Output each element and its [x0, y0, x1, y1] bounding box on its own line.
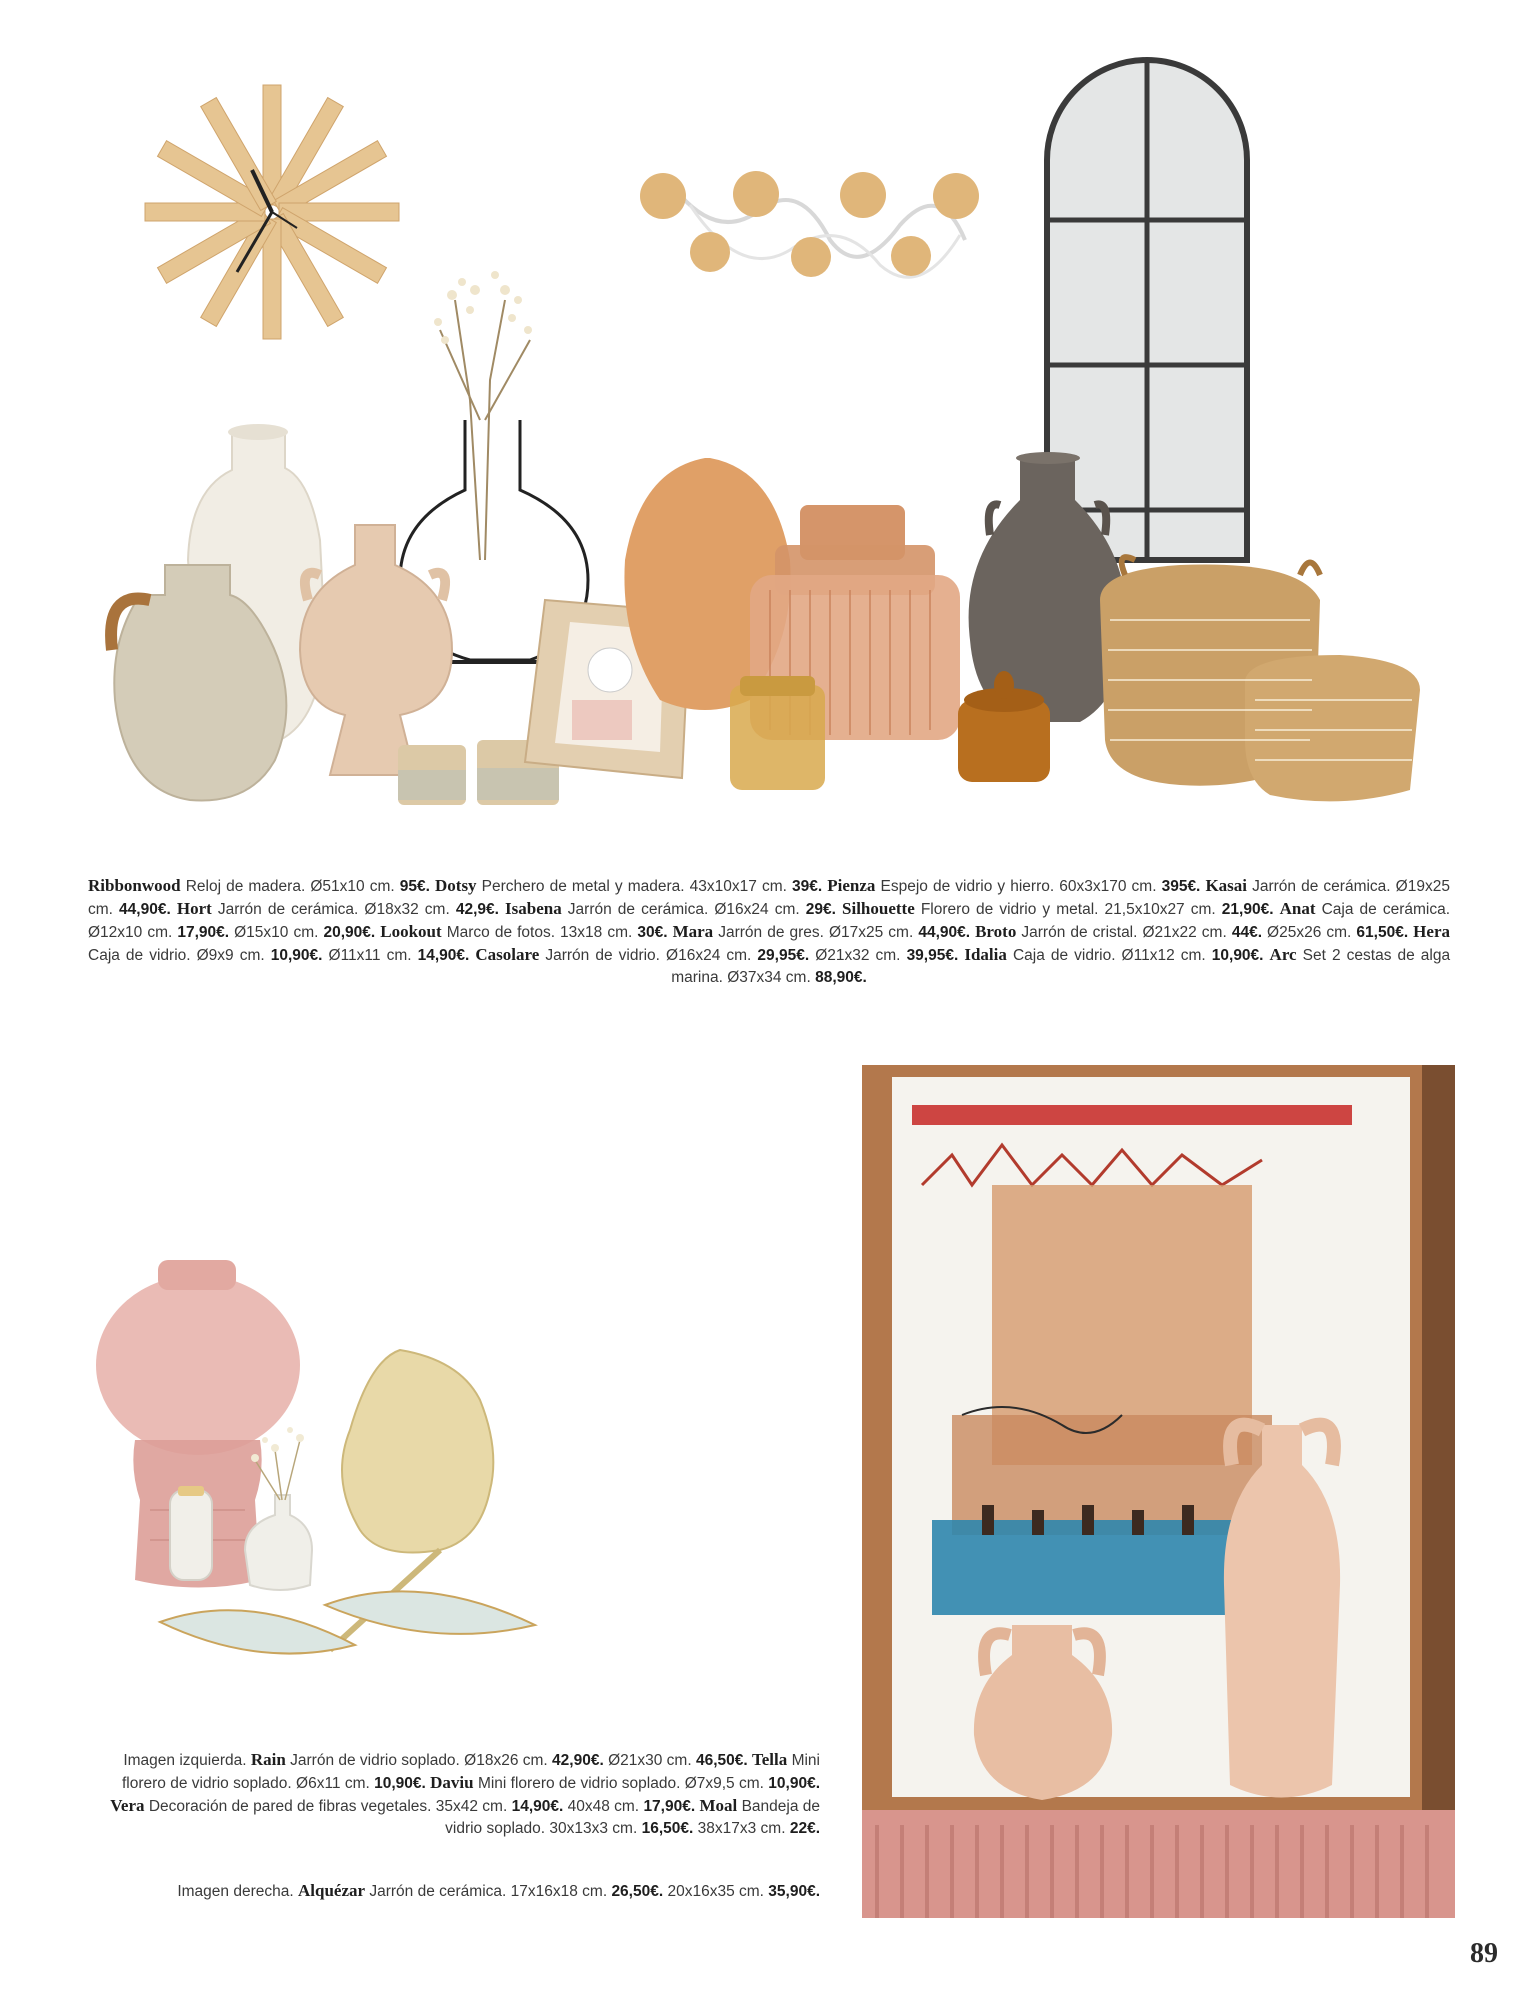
right-image-caption: Imagen derecha. Alquézar Jarrón de cerámica. 17x16x18 cm. 26,50€. 20x16x35 cm. 35,90€.: [177, 1881, 820, 1900]
pienza-mirror-image: [1047, 60, 1247, 560]
caption-item: Mara Jarrón de gres. Ø17x25 cm. 44,90€.: [672, 922, 971, 941]
caption-item: Lookout Marco de fotos. 13x18 cm. 30€.: [380, 922, 668, 941]
moal-trays-image: [160, 1591, 535, 1653]
caption-item: Idalia Caja de vidrio. Ø11x12 cm. 10,90€.: [964, 945, 1264, 964]
caption-item: Anat Caja de cerámica. Ø12x10 cm. 17,90€. Ø15x10 cm. 20,90€.: [88, 899, 1451, 941]
caption-item: Hera Caja de vidrio. Ø9x9 cm. 10,90€. Ø11x11 cm. 14,90€.: [88, 922, 1450, 964]
top-product-collage: [0, 0, 1538, 860]
left-image-caption: Imagen izquierda. Rain Jarrón de vidrio soplado. Ø18x26 cm. 42,90€. Ø21x30 cm. 46,50€. Tella Mini florero de vidrio soplado. Ø6x11 cm. 10,90€. Daviu Mini florero de vidrio soplado. Ø7x9,5 cm. 10,90€. Vera Decoración de pared de fibras vegetales. 35x42 cm. 14,90€. 40x48 cm. 17,90€. Moal Bandeja de vidrio soplado. 30x13x3 cm. 16,50€. 38x17x3 cm. 22€.: [110, 1750, 820, 1837]
top-products-caption: [88, 875, 1450, 989]
dotsy-coat-rack-image: [640, 171, 979, 277]
isabena-vase-image: [300, 525, 452, 775]
ribbonwood-clock-image: [145, 85, 399, 339]
caption-item: Casolare Jarrón de vidrio. Ø16x24 cm. 29,95€. Ø21x32 cm. 39,95€.: [475, 945, 959, 964]
caption-item: Kasai Jarrón de cerámica. Ø19x25 cm. 44,90€.: [88, 876, 1450, 918]
caption-item: Dotsy Perchero de metal y madera. 43x10x17 cm. 39€.: [435, 876, 823, 895]
caption-item: Broto Jarrón de cristal. Ø21x22 cm. 44€. Ø25x26 cm. 61,50€.: [975, 922, 1409, 941]
caption-item: Ribbonwood Reloj de madera. Ø51x10 cm. 95€.: [88, 876, 430, 895]
arc-baskets-image: [1100, 557, 1420, 801]
caption-item: Pienza Espejo de vidrio y hierro. 60x3x170 cm. 395€.: [827, 876, 1201, 895]
caption-item: Silhouette Florero de vidrio y metal. 21,5x10x27 cm. 21,90€.: [842, 899, 1274, 918]
tella-mini-vase-image: [170, 1486, 212, 1580]
caption-item: Hort Jarrón de cerámica. Ø18x32 cm. 42,9€.: [176, 899, 499, 918]
alquezar-room-photo: [862, 1065, 1455, 1918]
hera-box-image: [730, 676, 825, 790]
left-product-collage: [80, 1250, 600, 1690]
page-number: 89: [1470, 1938, 1498, 1969]
caption-item: Isabena Jarrón de cerámica. Ø16x24 cm. 29€.: [505, 899, 836, 918]
caption-item: Arc Set 2 cestas de alga marina. Ø37x34 cm. 88,90€.: [671, 945, 1451, 986]
